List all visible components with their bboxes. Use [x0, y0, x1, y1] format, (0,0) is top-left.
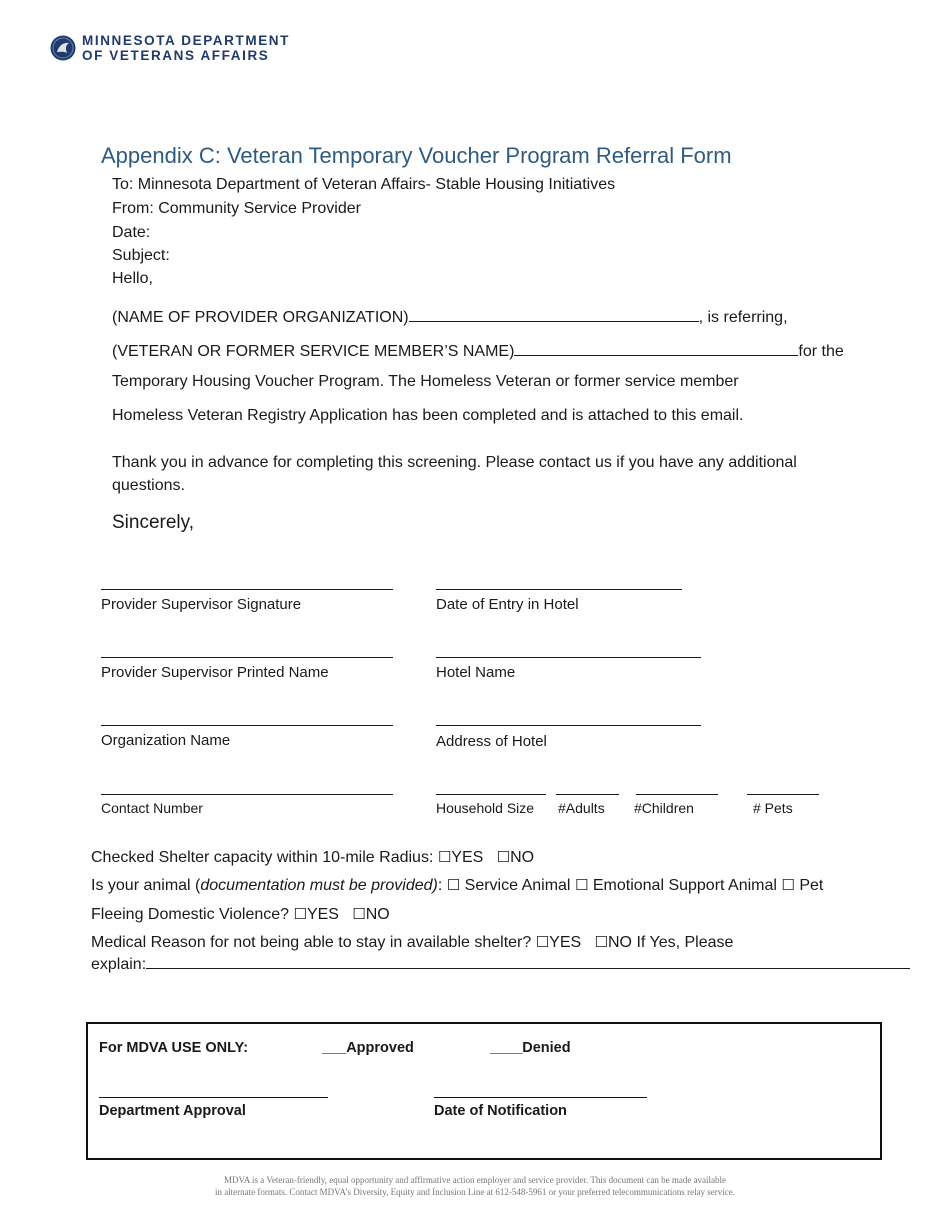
date-of-notification-label: Date of Notification [434, 1103, 567, 1119]
animal-documentation-note: documentation must be provided) [200, 877, 438, 894]
fleeing-yes-label: YES [306, 906, 339, 923]
department-approval-label: Department Approval [99, 1103, 246, 1119]
logo-line-2: OF VETERANS AFFAIRS [82, 48, 270, 63]
emotional-support-label: Emotional Support Animal [592, 877, 777, 894]
memo-date: Date: [112, 224, 151, 241]
hotel-address-label: Address of Hotel [436, 733, 547, 750]
memo-greeting: Hello, [112, 270, 153, 287]
medical-no-checkbox[interactable]: ☐ [594, 933, 608, 951]
provider-supervisor-signature-label: Provider Supervisor Signature [101, 596, 302, 613]
shelter-no-label: NO [510, 849, 535, 866]
household-size-line[interactable] [436, 794, 546, 795]
mdva-logo [50, 33, 290, 63]
animal-prefix: Is your animal ( [91, 877, 201, 894]
pet-label: Pet [799, 877, 824, 894]
service-animal-checkbox[interactable]: ☐ [446, 876, 461, 894]
page-title: Appendix C: Veteran Temporary Voucher Program Referral Form [101, 143, 732, 168]
hotel-name-line[interactable] [436, 657, 701, 658]
provider-org-blank[interactable] [409, 305, 699, 322]
pet-checkbox[interactable]: ☐ [781, 876, 795, 894]
thanks-line-2: questions. [112, 477, 185, 494]
hotel-address-line[interactable] [436, 725, 701, 726]
veteran-name-blank[interactable] [514, 339, 798, 356]
fleeing-no-label: NO [365, 906, 390, 923]
if-yes-text: If Yes, Please [636, 934, 734, 951]
date-of-notification-line[interactable] [434, 1097, 647, 1098]
explain-row [91, 952, 910, 974]
memo-from: From: Community Service Provider [112, 200, 361, 217]
pets-label: # Pets [753, 800, 793, 816]
organization-name-line[interactable] [101, 725, 393, 726]
minnesota-seal-icon [50, 35, 76, 61]
memo-to: To: Minnesota Department of Veteran Affairs- Stable Housing Initiatives [112, 176, 616, 193]
veteran-name-line [112, 339, 844, 361]
adults-line[interactable] [556, 794, 619, 795]
pets-line[interactable] [747, 794, 819, 795]
veteran-name-label: (VETERAN OR FORMER SERVICE MEMBER’S NAME) [112, 343, 515, 360]
denied-option[interactable]: ____Denied [490, 1040, 571, 1056]
medical-yes-label: YES [549, 934, 582, 951]
adults-label: #Adults [558, 800, 605, 816]
for-the-text: for the [798, 343, 844, 360]
medical-reason-question [91, 933, 733, 952]
medical-yes-checkbox[interactable]: ☐ [535, 933, 550, 951]
emotional-support-checkbox[interactable]: ☐ [574, 876, 589, 894]
fleeing-dv-label: Fleeing Domestic Violence? [91, 906, 290, 923]
medical-no-label: NO [607, 934, 632, 951]
household-size-label: Household Size [436, 800, 535, 816]
memo-subject: Subject: [112, 247, 170, 264]
hotel-name-label: Hotel Name [436, 664, 516, 681]
shelter-yes-label: YES [451, 849, 484, 866]
medical-reason-label: Medical Reason for not being able to stay in available shelter? [91, 934, 532, 951]
fleeing-dv-question [91, 905, 390, 924]
provider-org-label: (NAME OF PROVIDER ORGANIZATION) [112, 309, 409, 326]
provider-org-line [112, 305, 788, 327]
printed-name-line[interactable] [101, 657, 393, 658]
explain-line[interactable] [146, 952, 910, 969]
footer-line-2: in alternate formats. Contact MDVA’s Diversity, Equity and Inclusion Line at 612-548-5961 or your preferred telecommunications relay service. [214, 1187, 736, 1197]
children-label: #Children [634, 800, 694, 816]
shelter-no-checkbox[interactable]: ☐ [496, 848, 511, 866]
provider-supervisor-signature-line[interactable] [101, 589, 393, 590]
organization-name-label: Organization Name [101, 732, 231, 749]
animal-question [91, 876, 823, 895]
shelter-capacity-label: Checked Shelter capacity within 10-mile Radius: [91, 849, 434, 866]
closing: Sincerely, [112, 512, 195, 533]
explain-label: explain: [91, 956, 147, 973]
shelter-capacity-question [91, 848, 534, 867]
letter-line-3: Temporary Housing Voucher Program. The Homeless Veteran or former service member [112, 373, 739, 390]
printed-name-label: Provider Supervisor Printed Name [101, 664, 329, 681]
department-approval-line[interactable] [99, 1097, 328, 1098]
mdva-heading: For MDVA USE ONLY: [99, 1040, 249, 1056]
date-of-entry-line[interactable] [436, 589, 682, 590]
logo-line-1: MINNESOTA DEPARTMENT [82, 33, 290, 48]
fleeing-yes-checkbox[interactable]: ☐ [293, 905, 307, 923]
service-animal-label: Service Animal [464, 877, 571, 894]
footer-line-1: MDVA is a Veteran-friendly, equal opportunity and affirmative action employer and service provider. This document can be made available [223, 1175, 727, 1185]
animal-suffix: : [437, 877, 443, 894]
date-of-entry-label: Date of Entry in Hotel [436, 596, 579, 613]
contact-number-label: Contact Number [101, 800, 203, 816]
approved-option[interactable]: ___Approved [322, 1040, 414, 1056]
children-line[interactable] [636, 794, 718, 795]
fleeing-no-checkbox[interactable]: ☐ [352, 905, 366, 923]
contact-number-line[interactable] [101, 794, 393, 795]
thanks-line-1: Thank you in advance for completing this screening. Please contact us if you have any additional [112, 454, 797, 471]
referring-text: , is referring, [698, 309, 788, 326]
letter-line-4: Homeless Veteran Registry Application has been completed and is attached to this email. [112, 407, 744, 424]
shelter-yes-checkbox[interactable]: ☐ [437, 848, 452, 866]
